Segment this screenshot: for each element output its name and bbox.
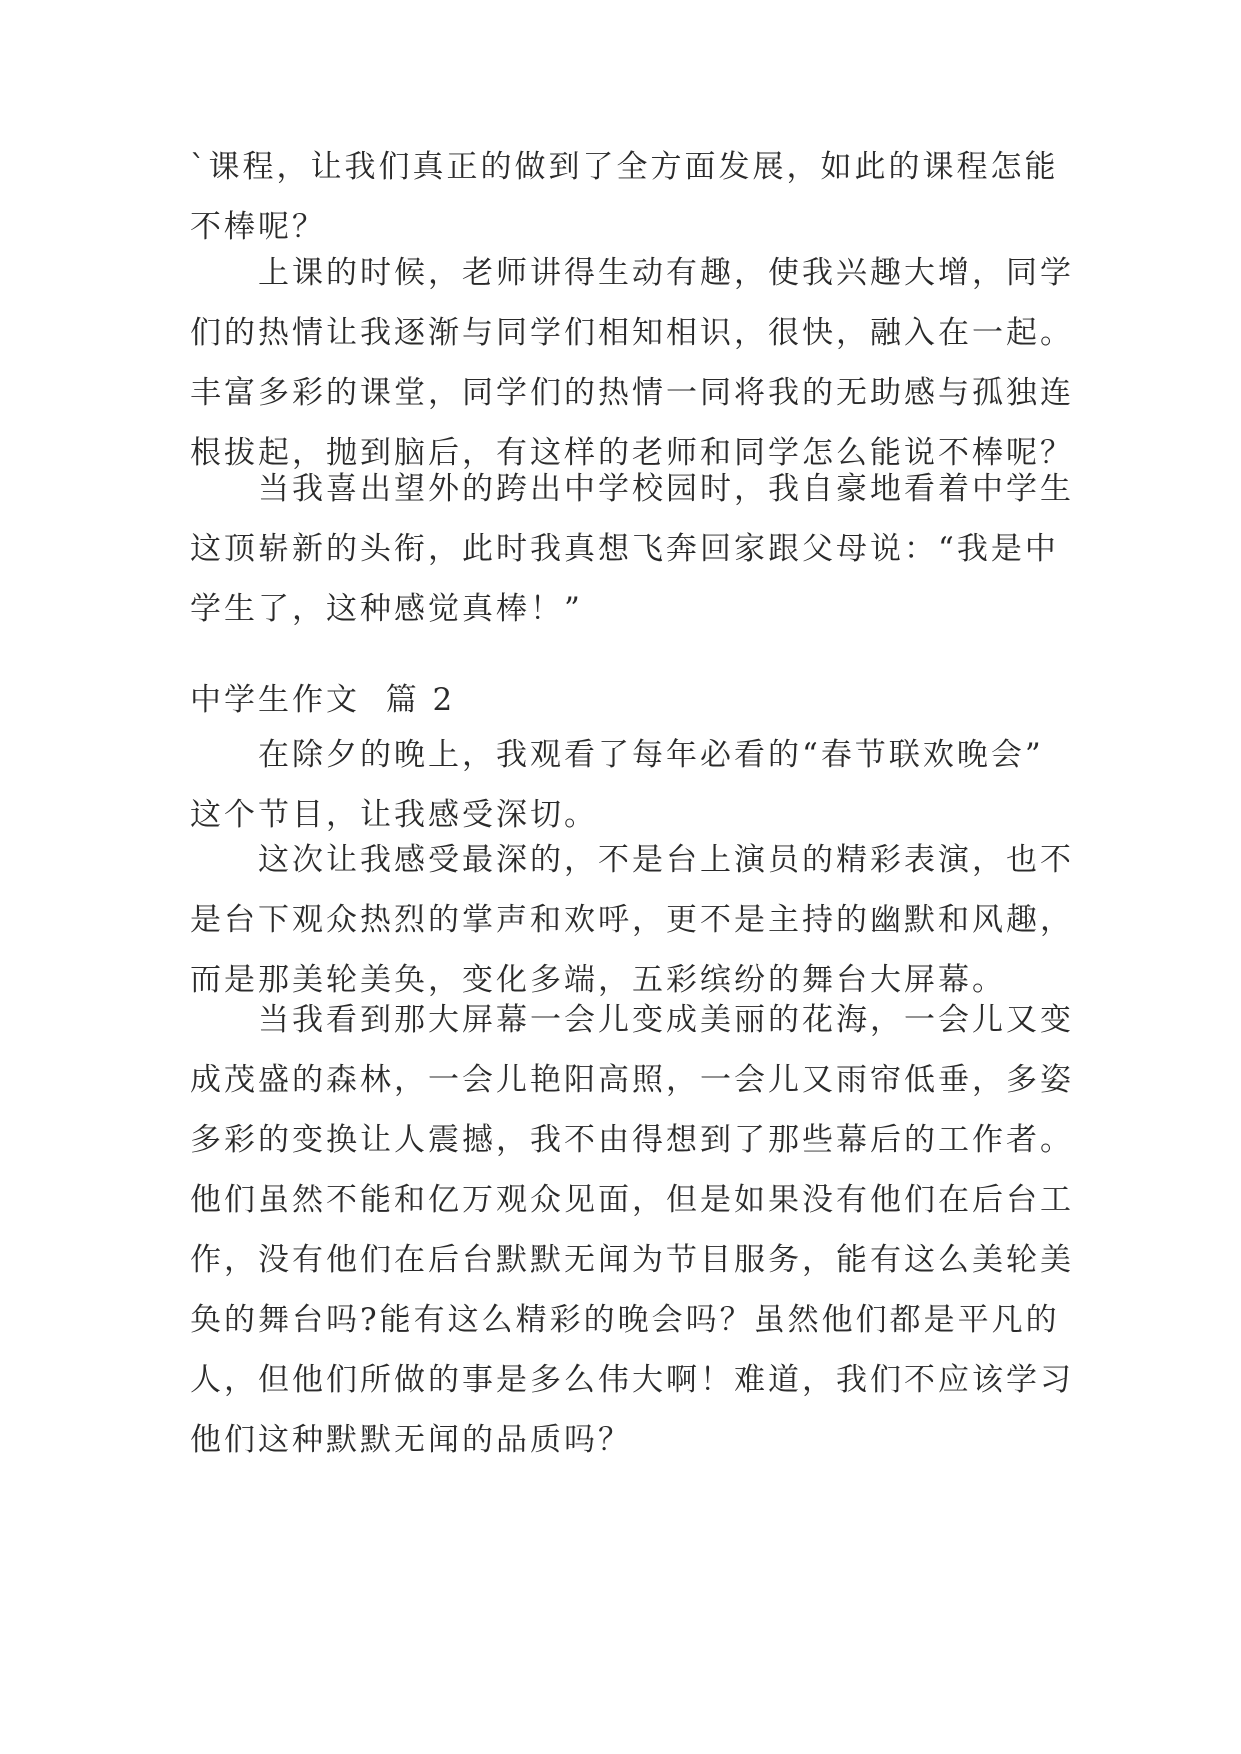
text-line: 这次让我感受最深的，不是台上演员的精彩表演，也不 xyxy=(258,842,1074,878)
essay2-paragraph-1 xyxy=(190,725,1060,845)
text-line: 多彩的变换让人震撼，我不由得想到了那些幕后的工作者。 xyxy=(190,1122,1074,1158)
text-line: 而是那美轮美奂，变化多端，五彩缤纷的舞台大屏幕。 xyxy=(190,962,1006,998)
essay2-paragraph-2 xyxy=(190,830,1074,1010)
text-line: 当我喜出望外的跨出中学校园时，我自豪地看着中学生 xyxy=(258,471,1074,507)
essay1-tail-paragraph xyxy=(190,137,1060,257)
text-line: 是台下观众热烈的掌声和欢呼，更不是主持的幽默和风趣， xyxy=(190,902,1074,938)
essay2-paragraph-3 xyxy=(190,990,1074,1470)
section-heading-text: 中学生作文 篇 2 xyxy=(190,682,456,718)
text-line: 丰富多彩的课堂，同学们的热情一同将我的无助感与孤独连 xyxy=(190,375,1074,411)
text-line: 人，但他们所做的事是多么伟大啊！难道，我们不应该学习 xyxy=(190,1362,1074,1398)
essay1-paragraph-2 xyxy=(190,243,1074,483)
text-line: 他们这种默默无闻的品质吗？ xyxy=(190,1422,632,1458)
text-line: 学生了，这种感觉真棒！” xyxy=(190,591,583,627)
text-line: 奂的舞台吗?能有这么精彩的晚会吗？虽然他们都是平凡的 xyxy=(190,1302,1060,1338)
text-line: 这顶崭新的头衔，此时我真想飞奔回家跟父母说：“我是中 xyxy=(190,531,1059,567)
text-line: 当我看到那大屏幕一会儿变成美丽的花海，一会儿又变 xyxy=(258,1002,1074,1038)
text-line: 不棒呢？ xyxy=(190,209,326,245)
text-line: 他们虽然不能和亿万观众见面，但是如果没有他们在后台工 xyxy=(190,1182,1074,1218)
section-heading xyxy=(190,670,1060,730)
text-line: 这个节目，让我感受深切。 xyxy=(190,797,598,833)
text-line: 成茂盛的森林，一会儿艳阳高照，一会儿又雨帘低垂，多姿 xyxy=(190,1062,1074,1098)
text-line: 们的热情让我逐渐与同学们相知相识，很快，融入在一起。 xyxy=(190,315,1074,351)
essay1-paragraph-3 xyxy=(190,459,1074,639)
text-line: 根拔起，抛到脑后，有这样的老师和同学怎么能说不棒呢？ xyxy=(190,435,1074,471)
text-line: 上课的时候，老师讲得生动有趣，使我兴趣大增，同学 xyxy=(258,255,1074,291)
text-line: 作，没有他们在后台默默无闻为节目服务，能有这么美轮美 xyxy=(190,1242,1074,1278)
text-line: `课程，让我们真正的做到了全方面发展，如此的课程怎能 xyxy=(190,149,1059,185)
text-line: 在除夕的晚上，我观看了每年必看的“春节联欢晚会” xyxy=(258,737,1044,773)
